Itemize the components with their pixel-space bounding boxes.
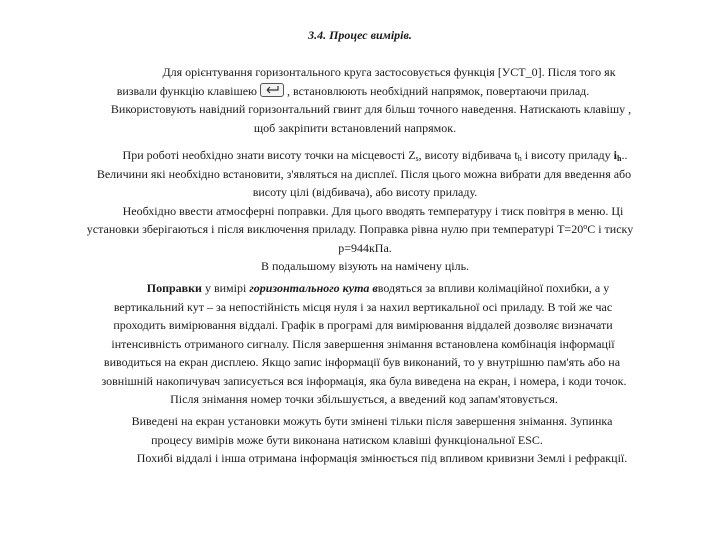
- para2-line6: р=944кПа.: [338, 240, 392, 255]
- para4-line2: процесу вимірів може бути виконана натиском клавіші функціональної ESC.: [151, 432, 543, 447]
- section-title: 3.4. Процес вимірів.: [308, 28, 412, 42]
- para3-line4: інтенсивність отриманого сигналу. Після завершення знімання встановлена комбінація інформації: [111, 336, 615, 351]
- paragraph-orientation: [0, 63, 720, 137]
- para1-line1: Для орієнтування горизонтального круга застосовується функція [УСТ_0]. Після того як: [162, 65, 616, 79]
- para2-line5: установки зберігаються і після виключення приладу. Поправка рівна нулю при температурі $Т=20^оС$ і тиску: [86, 222, 634, 236]
- para3-line2: вертикальний кут – за непостійність місця нуля і за нахил вертикальної осі приладу. В той же час: [113, 299, 613, 314]
- para4-line3: Похибі віддалі і інша отримана інформація змінюється під впливом кривизни Землі і рефракції.: [136, 451, 628, 465]
- para1-line2: визвали функцію клавішею , встановлюють необхідний напрямок, повертаючи прилад.: [116, 83, 590, 98]
- para2-line3: висоту цілі (відбивача), або висоту приладу.: [252, 185, 478, 199]
- para3-line1: Поправки у вимірі горизонтального кута вводяться за впливи колімаційної похибки, а у: [146, 281, 610, 295]
- para3-line5: виводиться на екран дисплею. Якщо запис інформації був виконаний, то у внутрішню пам'ять або на: [103, 355, 621, 369]
- para2-line7: В подальшому візують на намічену ціль.: [260, 259, 470, 273]
- para1-line3: Використовують навідний горизонтальний гвинт для більш точного наведення. Натискають клавішу ,: [110, 102, 632, 116]
- enter-key-icon: [260, 83, 284, 97]
- para2-line4: Необхідно ввести атмосферні поправки. Для цього вводять температуру і тиск повітря в меню. Ці: [122, 203, 624, 218]
- para2-line2: Величини які необхідно встановити, з'являться на дисплеї. Після цього можна вибрати для введення або: [96, 166, 632, 181]
- para4-line1: Виведені на екран установки можуть бути змінені тільки після завершення знімання. Зупинка: [131, 414, 613, 428]
- para3-line3: проходить вимірювання віддалі. Графік в програмі для вимірювання віддалей дозволяє визначати: [113, 318, 613, 332]
- para2-line1: При роботі необхідно знати висоту точки на місцевості $Z_s$, висоту відбивача $t_h$ і висоту приладу $i_h$..: [122, 148, 628, 163]
- paragraph-settings: [0, 412, 720, 468]
- paragraph-heights: [0, 146, 720, 276]
- para1-line4: щоб закріпити встановлений напрямок.: [253, 120, 457, 135]
- paragraph-corrections: [0, 279, 720, 409]
- para3-line7: Після знімання номер точки збільшується, а введений код запам'ятовується.: [170, 392, 558, 406]
- para3-line6: зовнішній накопичувач записується вся інформація, яка була виведена на екран, і номера, і коди точок.: [101, 373, 627, 388]
